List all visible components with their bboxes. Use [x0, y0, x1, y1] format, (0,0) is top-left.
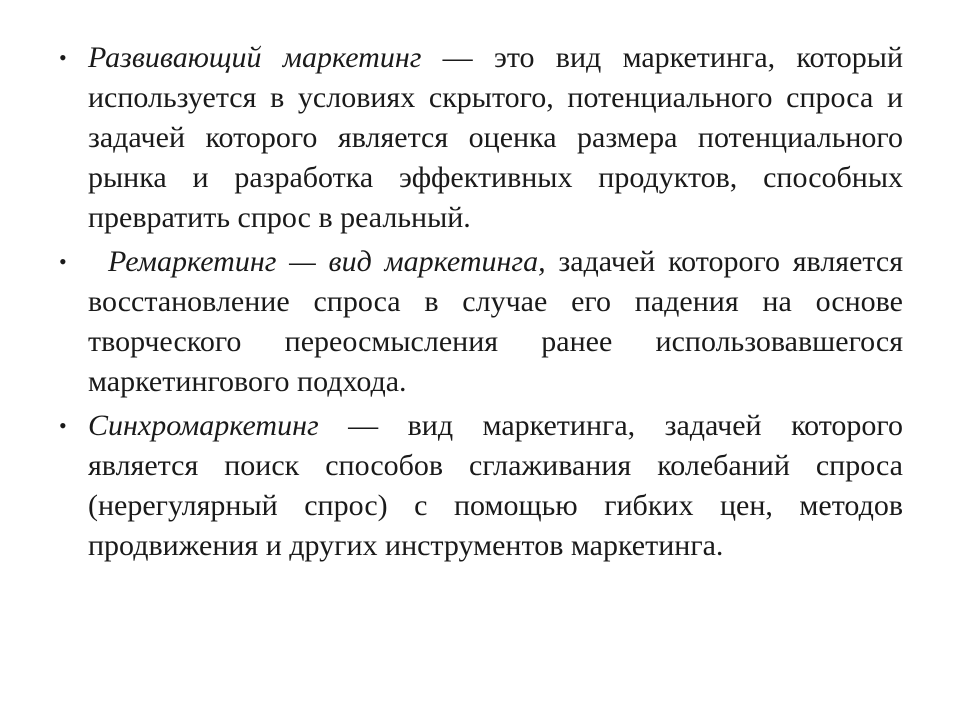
- item-text: [88, 245, 903, 398]
- list-item-developing-marketing: [55, 38, 903, 238]
- definition: задачей которого является восстановление спроса в случае его падения на основе творческого переосмысления ранее использовавшегося маркетингового подхода.: [88, 245, 903, 398]
- term: Развивающий маркетинг: [88, 41, 422, 74]
- list-item-remarketing: [55, 242, 903, 402]
- item-text: [88, 409, 903, 562]
- bullet-icon: •: [59, 249, 67, 274]
- definitions-list: [55, 38, 903, 570]
- definition: — вид маркетинга, задачей которого является поиск способов сглаживания колебаний спроса (нерегулярный спрос) с помощью гибких цен, методов продвижения и других инструментов маркетинга.: [88, 409, 903, 562]
- item-text: [88, 41, 903, 234]
- bullet-icon: •: [59, 413, 67, 438]
- bullet-icon: •: [59, 45, 67, 70]
- list-item-synchromarketing: [55, 406, 903, 566]
- term: Ремаркетинг — вид маркетинга,: [108, 245, 546, 278]
- term: Синхромаркетинг: [88, 409, 319, 442]
- definition: — это вид маркетинга, который используется в условиях скрытого, потенциального спроса и задачей которого является оценка размера потенциального рынка и разработка эффективных продуктов, способных превратить спрос в реальный.: [88, 41, 903, 234]
